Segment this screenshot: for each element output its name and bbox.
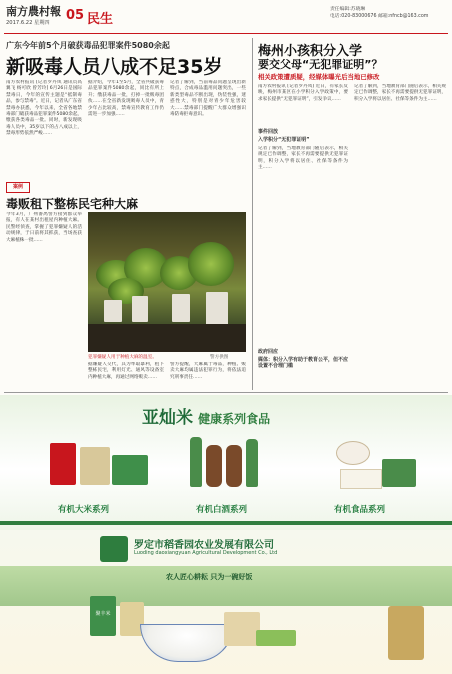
liquor-jar-2 — [226, 445, 242, 487]
rice-bag-label: 聚丰米 — [95, 611, 111, 617]
masthead — [0, 0, 452, 34]
section-title: 民生 — [87, 12, 114, 27]
tofu-block — [340, 469, 382, 489]
side-column-2: 记者了解到，当地教育部门随后表示，相关规定已作调整，家长不再需要提供无犯罪证明，积分入学将以居住、社保等条件为主…… — [258, 146, 348, 171]
side-bullet-2: 入学积分“无犯罪证明” — [258, 137, 310, 143]
issue-date: 2017.6.22 星期四 — [6, 20, 50, 26]
case-column-3: 警方提醒，大麻属于毒品，种植、贩卖大麻均属违法犯罪行为，将依法追究刑事责任…… — [170, 362, 246, 380]
lead-column-2: 据介绍，今年1至5月，全省共破获毒品犯罪案件5080余起，同比有所上升；缴获毒品一批，打掉一批贩毒团伙……在全省新发现吸毒人员中，青少年占比较高，禁毒宣传教育工作仍需进一步加强…… — [88, 80, 164, 118]
rice-box-gift — [224, 612, 260, 646]
newspaper-logo: 南方農村報 — [6, 5, 61, 18]
case-headline: 毒贩租下整栋民宅种大麻 — [6, 197, 139, 211]
rice-bag-green — [90, 596, 116, 636]
page-number: 05 — [66, 8, 85, 23]
side-bullet-1: 事件回放 — [258, 129, 279, 135]
side-headline-a: 梅州小孩积分入学 — [258, 44, 363, 59]
product-label-liquor: 有机白酒系列 — [196, 505, 248, 515]
ad-divider — [4, 392, 448, 393]
ad-brand-tagline: 健康系列食品 — [198, 412, 271, 426]
rice-box-green — [112, 455, 148, 485]
lead-column-3: 记者了解到，当前毒品问题呈现出新特点，合成毒品滥用问题突出，一些新类型毒品不断出现，伪装性强，迷惑性大，特别是对青少年危害较大……禁毒部门提醒广大群众增强识毒防毒拒毒意识。 — [170, 80, 246, 118]
side-bullet-4: 媒体：积分入学有助于教育公平，但不应设置不合理门槛 — [258, 357, 349, 370]
soy-milk-cup — [336, 441, 370, 465]
rice-bowl — [140, 624, 234, 662]
side-column-1: 南方农村报讯 [记者罗丹凤] 近日，有家长反映，梅州市某区在小学积分入学政策中，要求家长提供“无犯罪证明”，引发争议…… — [258, 84, 348, 102]
liquor-jar-1 — [206, 445, 222, 487]
lead-headline: 新吸毒人员八成不足35岁 — [6, 56, 223, 78]
case-label-box — [6, 182, 30, 193]
case-column-1: 今年3月，广州番禺警方接到群众举报，有人在某村出租屋内种植大麻。民警经侦查，掌握了犯罪嫌疑人的活动规律，于日前将其抓获，当场查获大麻植株一批…… — [6, 212, 82, 243]
editor-info — [330, 6, 428, 20]
ad-daoxiangyuan — [0, 530, 452, 674]
product-label-rice: 有机大米系列 — [58, 505, 110, 515]
lead-column-1: 南方农村报讯 [记者罗丹凤 通讯员高翼飞 杨可欣 曾芳玲] 6月26日是国际禁毒日，今年的宣传主题是“抵制毒品，参与禁毒”。近日，记者从广东省禁毒办获悉，今年以来，全省各地禁毒部门破获毒品犯罪案件5080余起，缴获各类毒品一批。同时，新发现吸毒人员中，35岁以下的占八成以上，禁毒形势依然严峻…… — [6, 80, 82, 137]
liquor-bottle-1 — [190, 437, 202, 487]
ad-brand-line — [142, 403, 270, 428]
liquor-bottle-2 — [246, 439, 258, 487]
masthead-rule — [4, 33, 448, 34]
company-logo-icon — [100, 536, 128, 562]
company-name: 罗定市稻香园农业发展有限公司 — [134, 540, 274, 551]
case-label: 案例 — [12, 184, 23, 190]
side-column-3: 记者了解到，当地教育部门随后表示，相关规定已作调整，家长不再需要提供无犯罪证明，积分入学将以居住、社保等条件为主…… — [354, 84, 446, 102]
case-column-2: 据嫌疑人交代，其为牟取暴利，租下整栋民宅，利用灯光、通风等设备室内种植大麻，再通过网络贩卖…… — [88, 362, 164, 380]
column-divider — [252, 38, 253, 390]
side-bullet-3: 政府回应 — [258, 349, 279, 355]
company-name-en: Luoding daoxiangyuan Agricultural Development Co., Ltd — [134, 550, 278, 556]
lead-subtitle: 广东今年前5个月破获毒品犯罪案件5080余起 — [6, 41, 170, 50]
side-headline-b: 要交父母“无犯罪证明”？ — [258, 58, 383, 71]
rice-bag-red — [50, 443, 76, 485]
ad-bottom-bar — [0, 521, 452, 525]
editor-contact: 电话:020-83000676 邮箱:nfncb@163.com — [330, 14, 429, 19]
ad-slogan: 农人匠心耕耘 只为一碗好饭 — [166, 573, 253, 581]
gift-box-brown — [388, 606, 424, 660]
photo-credit: 警方供图 — [210, 355, 229, 360]
soy-box — [382, 459, 416, 487]
rice-bag-gold — [80, 447, 110, 485]
ad-yacanmi — [0, 395, 452, 530]
photo-caption: 犯罪嫌疑人用于种植大麻的温室。 — [88, 355, 157, 360]
editor-name: 责任编辑:苏晓琳 — [330, 7, 366, 12]
ad-brand-name: 亚灿米 — [142, 408, 193, 428]
product-label-food: 有机食品系列 — [334, 505, 386, 515]
rice-pack-green — [256, 630, 296, 646]
cannabis-greenhouse-photo — [88, 212, 246, 352]
side-subheadline: 相关政策遭质疑，经媒体曝光后当地已修改 — [258, 73, 380, 81]
